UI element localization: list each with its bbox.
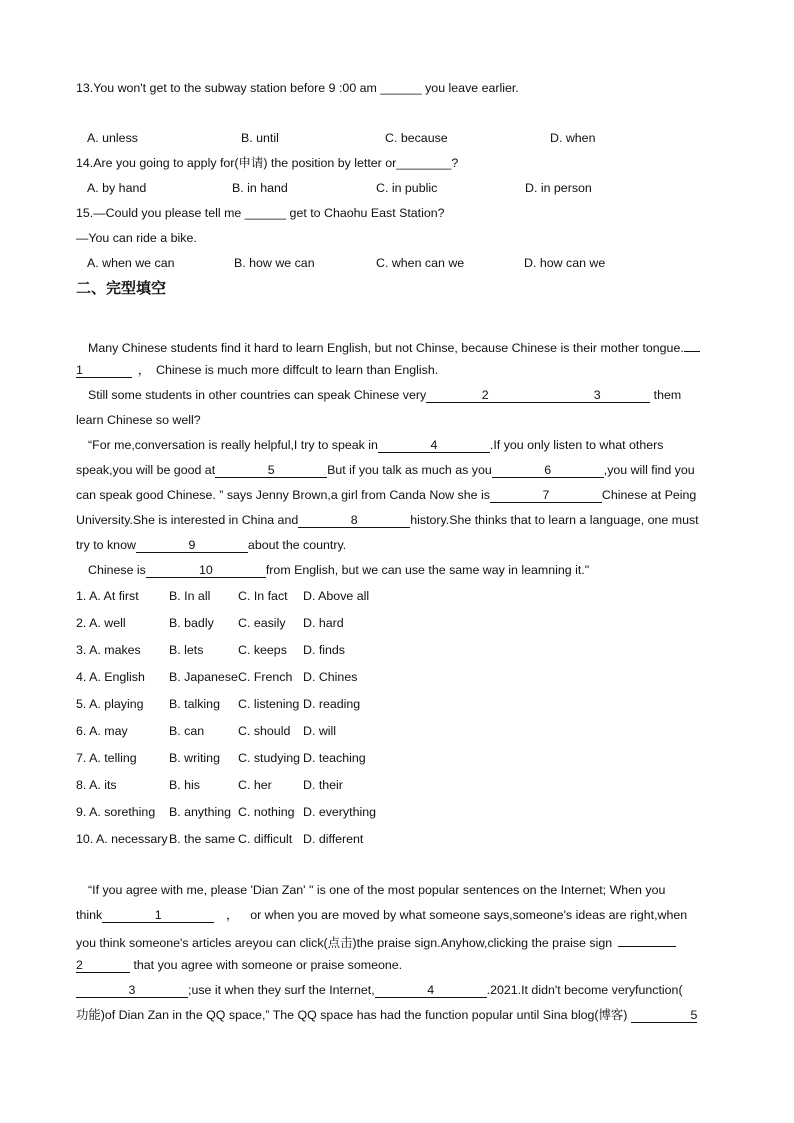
choice-8-d: D. their — [303, 778, 343, 792]
question-14-text: 14.Are you going to apply for(申请) the position by letter or — [76, 156, 397, 170]
passage-text: you think someone's articles areyou can click(点击)the praise sign.Anyhow,clicking the praise sign — [76, 936, 613, 950]
choice-4-d: D. Chines — [303, 670, 358, 684]
cloze-text: about the country. — [247, 538, 347, 552]
cloze-p1-line1 — [88, 337, 700, 356]
cloze-p1-line2 — [76, 362, 438, 378]
question-15-blank: ______ — [244, 206, 287, 220]
choice-4-a: 4. A. English — [76, 670, 145, 684]
cloze-p2-line1 — [88, 387, 681, 403]
q15-option-c: C. when can we — [376, 256, 465, 270]
cloze-text: from English, but we can use the same way in leamning it." — [265, 563, 590, 577]
question-15-stem — [76, 205, 445, 221]
blank-underline — [618, 932, 676, 947]
cloze-text: Still some students in other countries can speak Chinese very — [88, 388, 427, 402]
passage2-line6 — [76, 1007, 697, 1023]
question-13-text: 13.You won't get to the subway station before 9 :00 am — [76, 81, 381, 95]
q13-option-d: D. when — [550, 131, 596, 145]
cloze-text: Many Chinese students find it hard to learn English, but not Chinse, because Chinese is their mother tongue. — [88, 341, 684, 355]
blank-2: 2 — [426, 388, 544, 403]
question-13-text-end: you leave earlier. — [421, 81, 519, 95]
passage2-line2 — [76, 907, 687, 923]
cloze-p3-line2 — [76, 462, 695, 478]
cloze-text: “For me,conversation is really helpful,I try to speak in — [88, 438, 378, 452]
choice-1-b: B. In all — [169, 589, 211, 603]
choice-1-c: C. In fact — [238, 589, 288, 603]
q13-option-a: A. unless — [87, 131, 138, 145]
choice-2-a: 2. A. well — [76, 616, 126, 630]
choice-7-a: 7. A. telling — [76, 751, 137, 765]
choice-3-b: B. lets — [169, 643, 204, 657]
choice-1-d: D. Above all — [303, 589, 370, 603]
choice-7-c: C. studying — [238, 751, 300, 765]
cloze-p2-line2: learn Chinese so well? — [76, 413, 201, 427]
choice-10-c: C. difficult — [238, 832, 293, 846]
choice-9-a: 9. A. sorething — [76, 805, 156, 819]
question-14-text-end: ? — [451, 156, 459, 170]
choice-2-b: B. badly — [169, 616, 214, 630]
passage-text: 功能)of Dian Zan in the QQ space,” The QQ space has had the function popular until Sina blog(博客) — [76, 1008, 628, 1022]
q14-option-d: D. in person — [525, 181, 592, 195]
choice-5-b: B. talking — [169, 697, 220, 711]
p2-blank-4: 4 — [375, 983, 487, 998]
cloze-text: Chinese at Peing — [601, 488, 697, 502]
blank-3: 3 — [544, 388, 650, 403]
passage-text: that you agree with someone or praise someone. — [133, 958, 403, 972]
comma-sep: ， — [225, 908, 239, 922]
question-13-stem — [76, 80, 519, 96]
choice-9-d: D. everything — [303, 805, 377, 819]
cloze-text: history.She thinks that to learn a language, one must — [410, 513, 699, 527]
cloze-text: can speak good Chinese. ” says Jenny Brown,a girl from Canda Now she is — [76, 488, 490, 502]
cloze-p4-line1 — [88, 562, 589, 578]
p2-blank-1: 1 — [102, 908, 214, 923]
passage2-line5 — [76, 982, 683, 998]
choice-1-a: 1. A. At first — [76, 589, 139, 603]
p2-blank-5: 5 — [631, 1008, 697, 1023]
passage-text: ;use it when they surf the Internet, — [188, 983, 375, 997]
question-14-stem — [76, 155, 458, 171]
cloze-p3-line5 — [76, 537, 346, 553]
choice-5-c: C. listening — [238, 697, 300, 711]
q15-option-b: B. how we can — [234, 256, 315, 270]
choice-2-c: C. easily — [238, 616, 286, 630]
choice-3-d: D. finds — [303, 643, 346, 657]
cloze-text: speak,you will be good at — [76, 463, 216, 477]
question-14-blank: ________ — [396, 156, 452, 170]
cloze-text: .If you only listen to what others — [489, 438, 664, 452]
passage2-line1: “If you agree with me, please 'Dian Zan' " is one of the most popular sentences on the Internet; When you — [88, 883, 666, 897]
choice-8-c: C. her — [238, 778, 272, 792]
cloze-text: try to know — [76, 538, 136, 552]
choice-6-c: C. should — [238, 724, 291, 738]
q13-option-b: B. until — [241, 131, 279, 145]
question-15-text-end: get to Chaohu East Station? — [286, 206, 445, 220]
cloze-text: Chinese is — [88, 563, 146, 577]
blank-underline — [684, 337, 700, 352]
choice-9-c: C. nothing — [238, 805, 295, 819]
cloze-p3-line1 — [88, 437, 663, 453]
passage-text: .2021.It didn't become veryfunction( — [486, 983, 683, 997]
passage-text: think — [76, 908, 103, 922]
p2-blank-2: 2 — [76, 958, 130, 973]
choice-2-d: D. hard — [303, 616, 344, 630]
choice-3-c: C. keeps — [238, 643, 287, 657]
choice-4-c: C. French — [238, 670, 293, 684]
choice-7-d: D. teaching — [303, 751, 366, 765]
cloze-text: University.She is interested in China and — [76, 513, 299, 527]
cloze-p3-line3 — [76, 487, 696, 503]
choice-7-b: B. writing — [169, 751, 220, 765]
choice-9-b: B. anything — [169, 805, 231, 819]
cloze-text: Chinese is much more diffcult to learn than English. — [156, 363, 439, 377]
blank-5: 5 — [215, 463, 327, 478]
cloze-text: them — [653, 388, 682, 402]
choice-4-b: B. Japanese — [169, 670, 238, 684]
passage2-line4 — [76, 957, 402, 973]
q14-option-b: B. in hand — [232, 181, 288, 195]
q15-option-a: A. when we can — [87, 256, 175, 270]
question-15-answer-line: —You can ride a bike. — [76, 231, 197, 245]
choice-5-a: 5. A. playing — [76, 697, 144, 711]
choice-5-d: D. reading — [303, 697, 361, 711]
choice-8-a: 8. A. its — [76, 778, 117, 792]
blank-7: 7 — [490, 488, 602, 503]
question-13-blank: ______ — [380, 81, 422, 95]
comma-sep: ， — [137, 363, 151, 377]
question-15-text: 15.—Could you please tell me — [76, 206, 245, 220]
choice-8-b: B. his — [169, 778, 200, 792]
blank-1: 1 — [76, 363, 132, 378]
blank-9: 9 — [136, 538, 248, 553]
blank-4: 4 — [378, 438, 490, 453]
choice-10-d: D. different — [303, 832, 364, 846]
choice-3-a: 3. A. makes — [76, 643, 141, 657]
q13-option-c: C. because — [385, 131, 448, 145]
q14-option-c: C. in public — [376, 181, 438, 195]
passage-text: or when you are moved by what someone says,someone's ideas are right,when — [250, 908, 688, 922]
blank-6: 6 — [492, 463, 604, 478]
choice-10-b: B. the same — [169, 832, 236, 846]
choice-6-b: B. can — [169, 724, 205, 738]
choice-6-a: 6. A. may — [76, 724, 128, 738]
q15-option-d: D. how can we — [524, 256, 606, 270]
choice-10-a: 10. A. necessary — [76, 832, 168, 846]
q14-option-a: A. by hand — [87, 181, 147, 195]
p2-blank-3: 3 — [76, 983, 188, 998]
cloze-text: ,you will find you — [603, 463, 695, 477]
blank-10: 10 — [146, 563, 266, 578]
section-heading: 二、完型填空 — [76, 280, 167, 297]
cloze-p3-line4 — [76, 512, 699, 528]
blank-8: 8 — [298, 513, 410, 528]
passage2-line3 — [76, 932, 676, 951]
cloze-text: But if you talk as much as you — [327, 463, 492, 477]
choice-6-d: D. will — [303, 724, 337, 738]
